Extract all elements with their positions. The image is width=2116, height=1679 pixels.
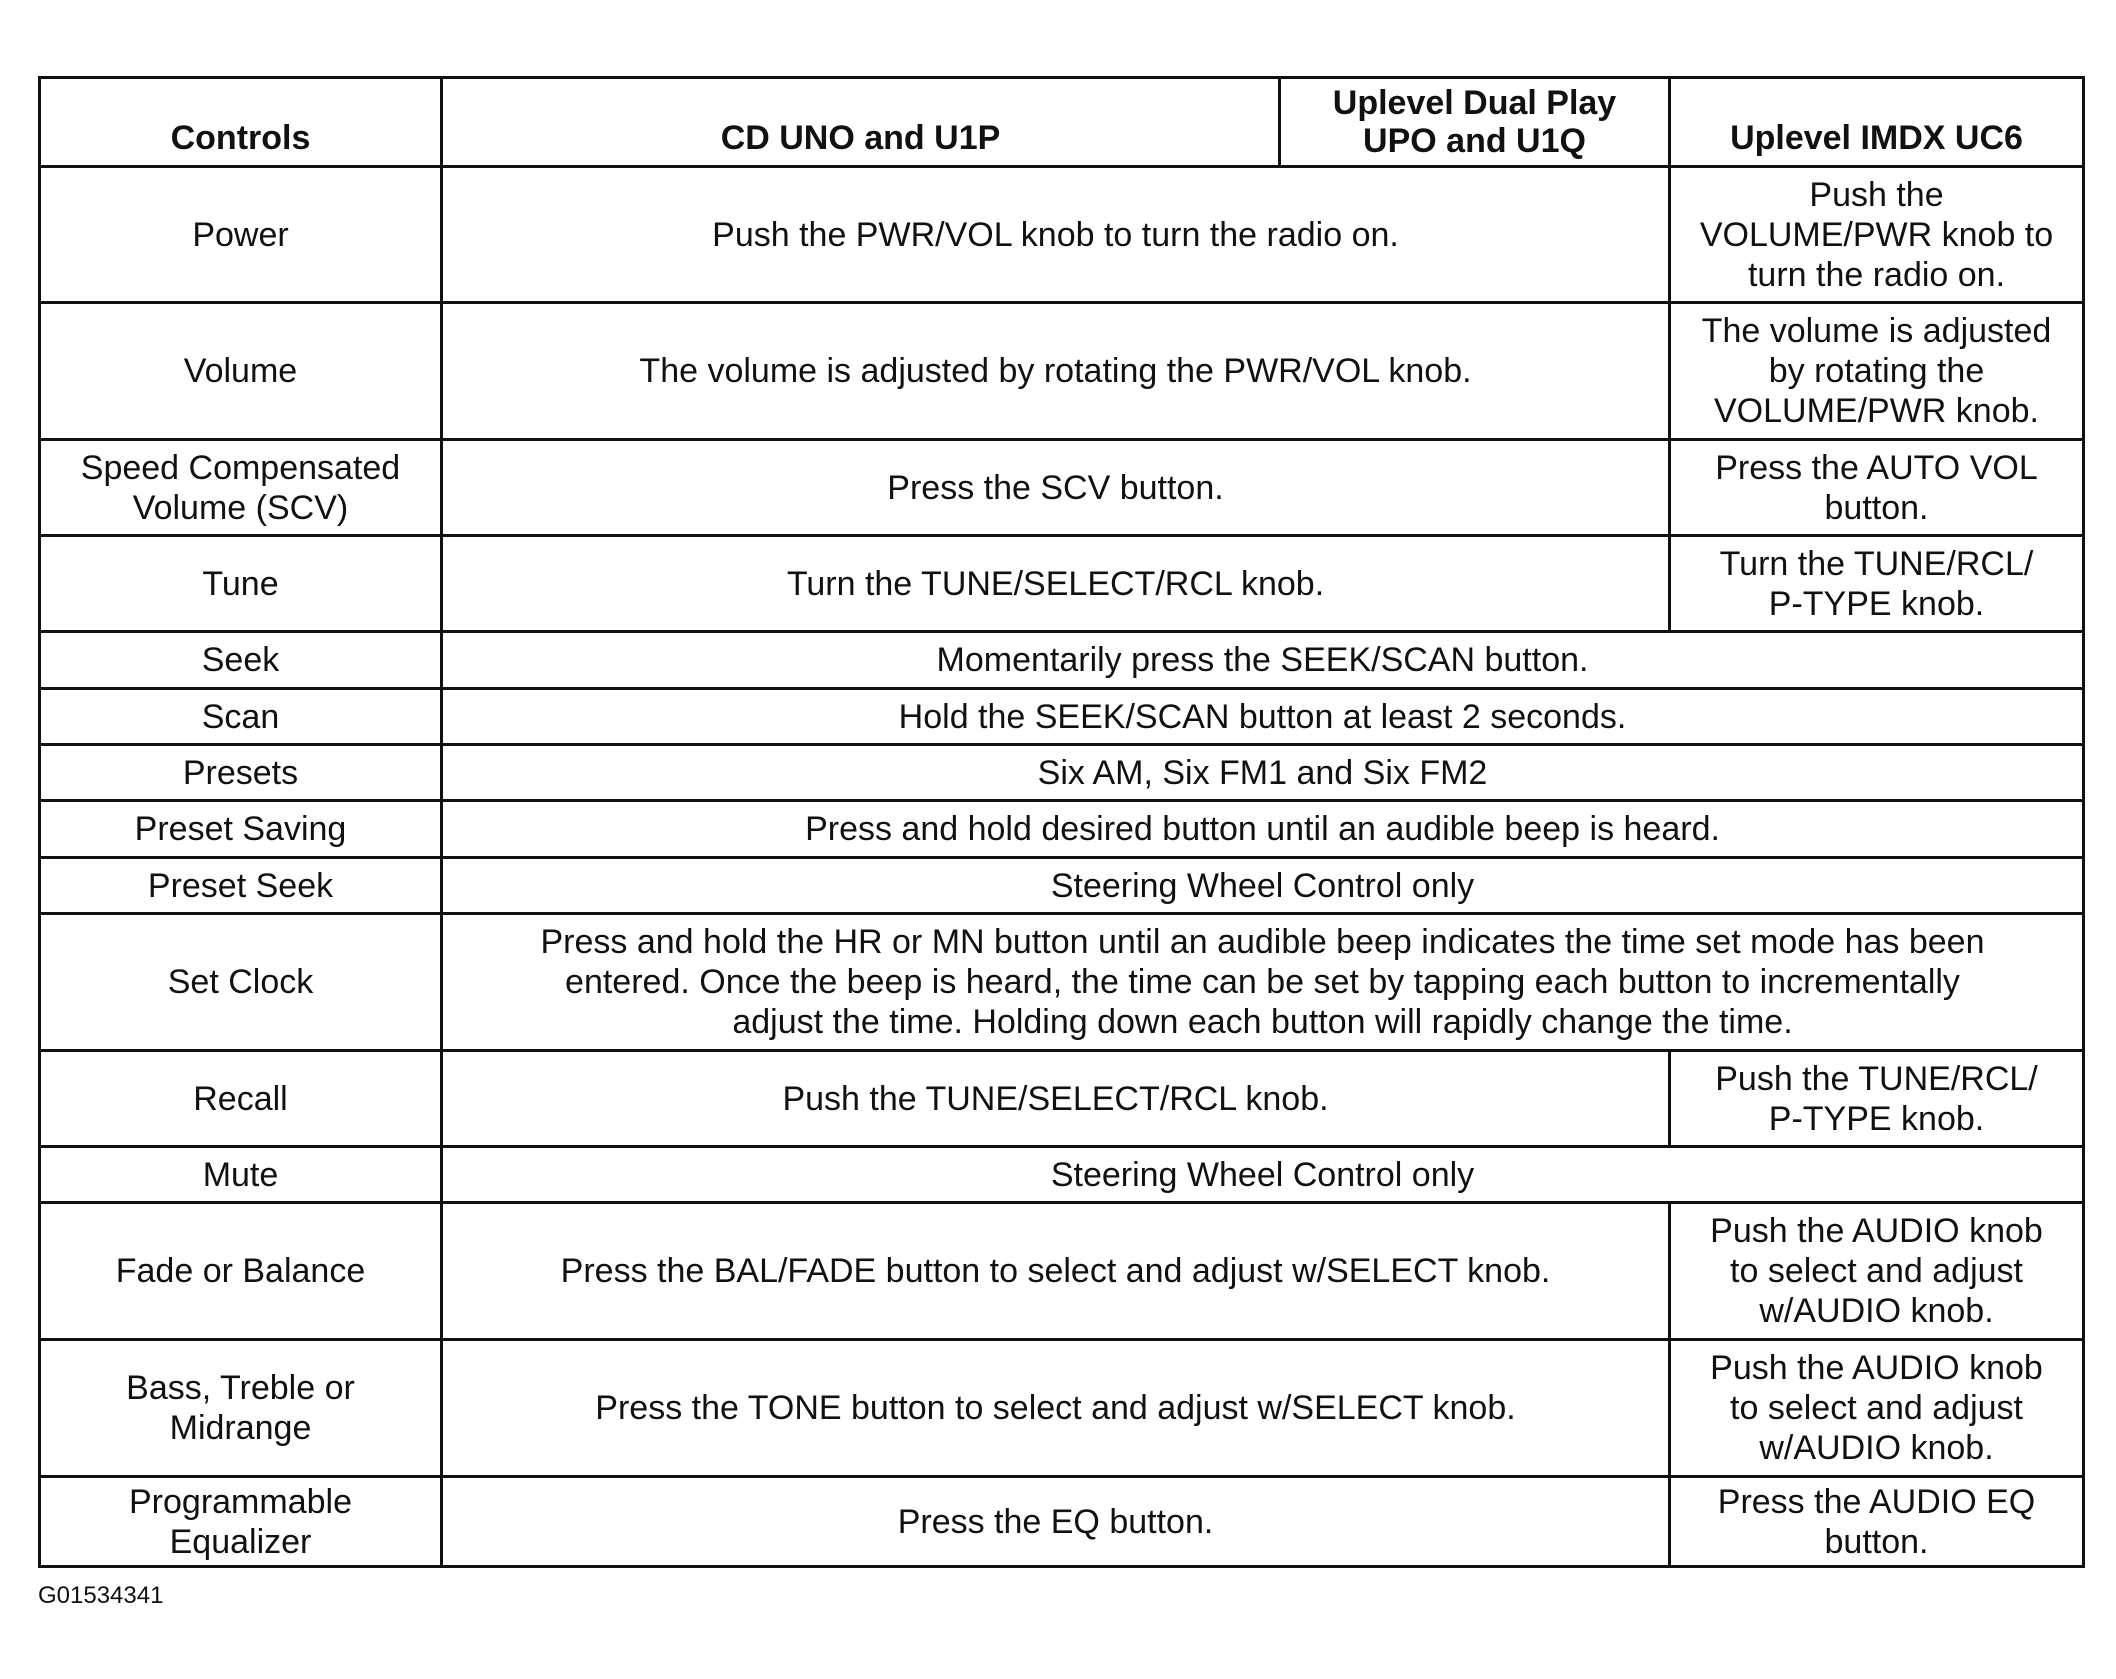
equalizer-common: Press the EQ button. — [442, 1477, 1670, 1567]
bass-treble-imdx — [1670, 1340, 2084, 1477]
header-row — [40, 78, 2084, 167]
control-seek: Seek — [40, 632, 442, 689]
control-preset-seek: Preset Seek — [40, 858, 442, 914]
control-tune: Tune — [40, 536, 442, 632]
control-equalizer-line-2: Equalizer — [169, 1522, 312, 1561]
volume-imdx — [1670, 303, 2084, 440]
control-fade-balance: Fade or Balance — [40, 1203, 442, 1340]
control-volume: Volume — [40, 303, 442, 440]
row-power — [40, 167, 2084, 303]
header-uplevel-dual-play — [1280, 78, 1670, 167]
scv-imdx-line-1: Press the AUTO VOL — [1715, 448, 2038, 487]
control-bass-treble-line-2: Midrange — [169, 1409, 312, 1447]
header-uplevel-imdx: Uplevel IMDX UC6 — [1670, 78, 2084, 167]
control-bass-treble — [40, 1340, 442, 1477]
power-imdx-line-1: Push the — [1809, 175, 1944, 214]
control-scv-line-2: Volume (SCV) — [132, 488, 349, 527]
power-imdx-line-3: turn the radio on. — [1747, 255, 2006, 294]
control-scv — [40, 440, 442, 536]
volume-imdx-line-2: by rotating the — [1768, 352, 1985, 390]
volume-imdx-line-1: The volume is adjusted — [1701, 312, 2052, 350]
row-volume — [40, 303, 2084, 440]
control-recall: Recall — [40, 1051, 442, 1147]
control-scan: Scan — [40, 689, 442, 745]
volume-imdx-line-3: VOLUME/PWR knob. — [1714, 392, 2039, 430]
presets-all: Six AM, Six FM1 and Six FM2 — [442, 745, 2084, 801]
fade-balance-imdx-line-2: to select and adjust — [1730, 1252, 2023, 1290]
recall-imdx-line-1: Push the TUNE/RCL/ — [1715, 1059, 2038, 1098]
header-cd-uno-u1p: CD UNO and U1P — [442, 78, 1280, 167]
control-power: Power — [40, 167, 442, 303]
tune-imdx — [1670, 536, 2084, 632]
power-common: Push the PWR/VOL knob to turn the radio on. — [442, 167, 1670, 303]
power-imdx — [1670, 167, 2084, 303]
row-bass-treble — [40, 1340, 2084, 1477]
radio-controls-table — [38, 76, 2085, 1568]
scv-imdx — [1670, 440, 2084, 536]
row-scan — [40, 689, 2084, 745]
control-preset-saving: Preset Saving — [40, 801, 442, 858]
set-clock-all — [442, 914, 2084, 1051]
set-clock-line-3: adjust the time. Holding down each button will rapidly change the time. — [732, 1003, 1793, 1041]
row-set-clock — [40, 914, 2084, 1051]
row-presets — [40, 745, 2084, 801]
recall-imdx-line-2: P-TYPE knob. — [1768, 1099, 1985, 1138]
control-bass-treble-line-1: Bass, Treble or — [126, 1369, 355, 1407]
preset-seek-all: Steering Wheel Control only — [442, 858, 2084, 914]
recall-common: Push the TUNE/SELECT/RCL knob. — [442, 1051, 1670, 1147]
power-imdx-line-2: VOLUME/PWR knob to — [1699, 215, 2054, 254]
row-recall — [40, 1051, 2084, 1147]
row-preset-saving — [40, 801, 2084, 858]
fade-balance-imdx — [1670, 1203, 2084, 1340]
row-scv — [40, 440, 2084, 536]
set-clock-line-2: entered. Once the beep is heard, the time can be set by tapping each button to incrementally — [565, 963, 1960, 1001]
scv-imdx-line-2: button. — [1824, 488, 1929, 527]
row-preset-seek — [40, 858, 2084, 914]
preset-saving-all: Press and hold desired button until an audible beep is heard. — [442, 801, 2084, 858]
bass-treble-imdx-line-3: w/AUDIO knob. — [1759, 1429, 1994, 1467]
recall-imdx — [1670, 1051, 2084, 1147]
set-clock-line-1: Press and hold the HR or MN button until an audible beep indicates the time set mode has been — [540, 923, 1985, 961]
row-seek — [40, 632, 2084, 689]
tune-imdx-line-1: Turn the TUNE/RCL/ — [1719, 544, 2034, 583]
control-scv-line-1: Speed Compensated — [80, 448, 401, 487]
header-uplevel-dual-play-line-2: UPO and U1Q — [1363, 122, 1586, 160]
equalizer-imdx-line-2: button. — [1824, 1522, 1929, 1561]
control-presets: Presets — [40, 745, 442, 801]
fade-balance-imdx-line-1: Push the AUDIO knob — [1710, 1212, 2043, 1250]
fade-balance-imdx-line-3: w/AUDIO knob. — [1759, 1292, 1994, 1330]
header-controls: Controls — [40, 78, 442, 167]
bass-treble-imdx-line-2: to select and adjust — [1730, 1389, 2023, 1427]
seek-all: Momentarily press the SEEK/SCAN button. — [442, 632, 2084, 689]
scan-all: Hold the SEEK/SCAN button at least 2 seconds. — [442, 689, 2084, 745]
mute-all: Steering Wheel Control only — [442, 1147, 2084, 1203]
bass-treble-common: Press the TONE button to select and adjust w/SELECT knob. — [442, 1340, 1670, 1477]
control-set-clock: Set Clock — [40, 914, 442, 1051]
figure-id: G01534341 — [38, 1582, 164, 1609]
equalizer-imdx — [1670, 1477, 2084, 1567]
equalizer-imdx-line-1: Press the AUDIO EQ — [1717, 1482, 2036, 1521]
fade-balance-common: Press the BAL/FADE button to select and adjust w/SELECT knob. — [442, 1203, 1670, 1340]
row-mute — [40, 1147, 2084, 1203]
header-uplevel-dual-play-line-1: Uplevel Dual Play — [1332, 84, 1617, 122]
row-fade-balance — [40, 1203, 2084, 1340]
control-equalizer — [40, 1477, 442, 1567]
row-tune — [40, 536, 2084, 632]
control-equalizer-line-1: Programmable — [129, 1482, 352, 1521]
control-mute: Mute — [40, 1147, 442, 1203]
tune-imdx-line-2: P-TYPE knob. — [1768, 584, 1985, 623]
tune-common: Turn the TUNE/SELECT/RCL knob. — [442, 536, 1670, 632]
bass-treble-imdx-line-1: Push the AUDIO knob — [1710, 1349, 2043, 1387]
row-equalizer — [40, 1477, 2084, 1567]
scv-common: Press the SCV button. — [442, 440, 1670, 536]
volume-common: The volume is adjusted by rotating the PWR/VOL knob. — [442, 303, 1670, 440]
